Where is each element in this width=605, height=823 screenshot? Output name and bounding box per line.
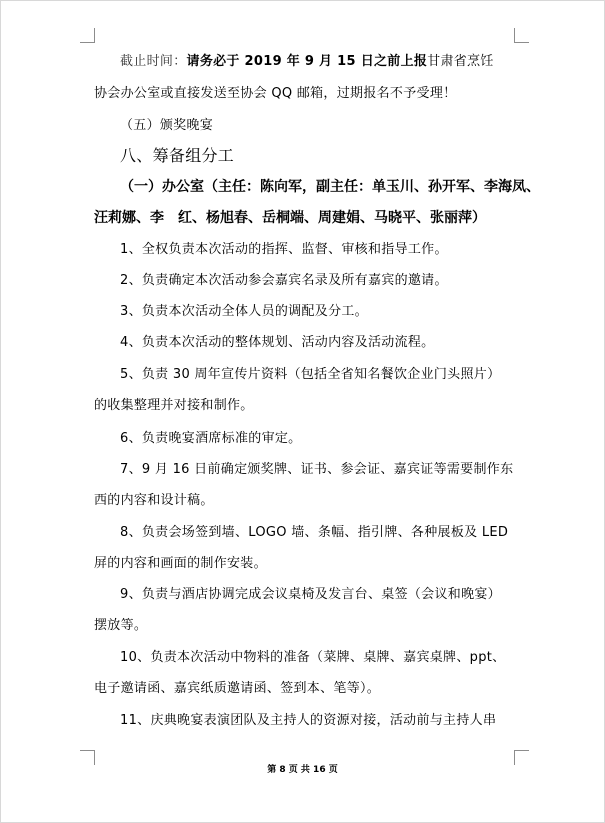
deadline-recipient: 甘肃省烹饪: [427, 54, 494, 69]
item-five-awards-dinner: （五）颁奖晚宴: [120, 118, 214, 133]
deadline-label: 截止时间：: [120, 54, 187, 69]
deadline-line-2: 协会办公室或直接发送至协会 QQ 邮箱，过期报名不予受理！: [94, 86, 457, 101]
duty-item-7-line-1: 7、9 月 16 日前确定颁奖牌、证书、参会证、嘉宾证等需要制作东: [120, 462, 514, 477]
duty-item-3: 3、负责本次活动全体人员的调配及分工。: [120, 304, 368, 319]
office-heading-line-1: （一）办公室（主任：陈向军，副主任：单玉川、孙开军、李海凤、: [120, 179, 540, 195]
duty-item-10-line-1: 10、负责本次活动中物料的准备（菜牌、桌牌、嘉宾桌牌、ppt、: [120, 650, 506, 665]
duty-item-2: 2、负责确定本次活动参会嘉宾名录及所有嘉宾的邀请。: [120, 273, 448, 288]
duty-item-1: 1、全权负责本次活动的指挥、监督、审核和指导工作。: [120, 242, 448, 257]
crop-mark-top-left: [80, 28, 95, 43]
duty-item-10-line-2: 电子邀请函、嘉宾纸质邀请函、签到本、笔等）。: [94, 681, 381, 696]
office-heading-line-2: 汪莉娜、李 红、杨旭春、岳桐端、周建娟、马晓平、张丽萍）: [94, 210, 486, 226]
duty-item-11: 11、庆典晚宴表演团队及主持人的资源对接，活动前与主持人串: [120, 713, 497, 728]
duty-item-5-line-1: 5、负责 30 周年宣传片资料（包括全省知名餐饮企业门头照片）: [120, 367, 501, 382]
duty-item-7-line-2: 西的内容和设计稿。: [94, 493, 214, 508]
duty-item-9-line-2: 摆放等。: [94, 618, 148, 633]
page-number-footer: 第 8 页 共 16 页: [267, 765, 338, 775]
duty-item-8-line-1: 8、负责会场签到墙、LOGO 墙、条幅、指引牌、各种展板及 LED: [120, 525, 509, 540]
duty-item-8-line-2: 屏的内容和画面的制作安装。: [94, 556, 267, 571]
duty-item-9-line-1: 9、负责与酒店协调完成会议桌椅及发言台、桌签（会议和晚宴）: [120, 587, 501, 602]
deadline-date: 请务必于 2019 年 9 月 15 日之前上报: [186, 54, 428, 69]
duty-item-5-line-2: 的收集整理并对接和制作。: [94, 398, 254, 413]
duty-item-6: 6、负责晚宴酒席标准的审定。: [120, 431, 302, 446]
deadline-line-1: [94, 50, 494, 69]
duty-item-4: 4、负责本次活动的整体规划、活动内容及活动流程。: [120, 335, 435, 350]
section-heading-eight: 八、筹备组分工: [120, 146, 235, 165]
crop-mark-top-right: [514, 28, 529, 43]
